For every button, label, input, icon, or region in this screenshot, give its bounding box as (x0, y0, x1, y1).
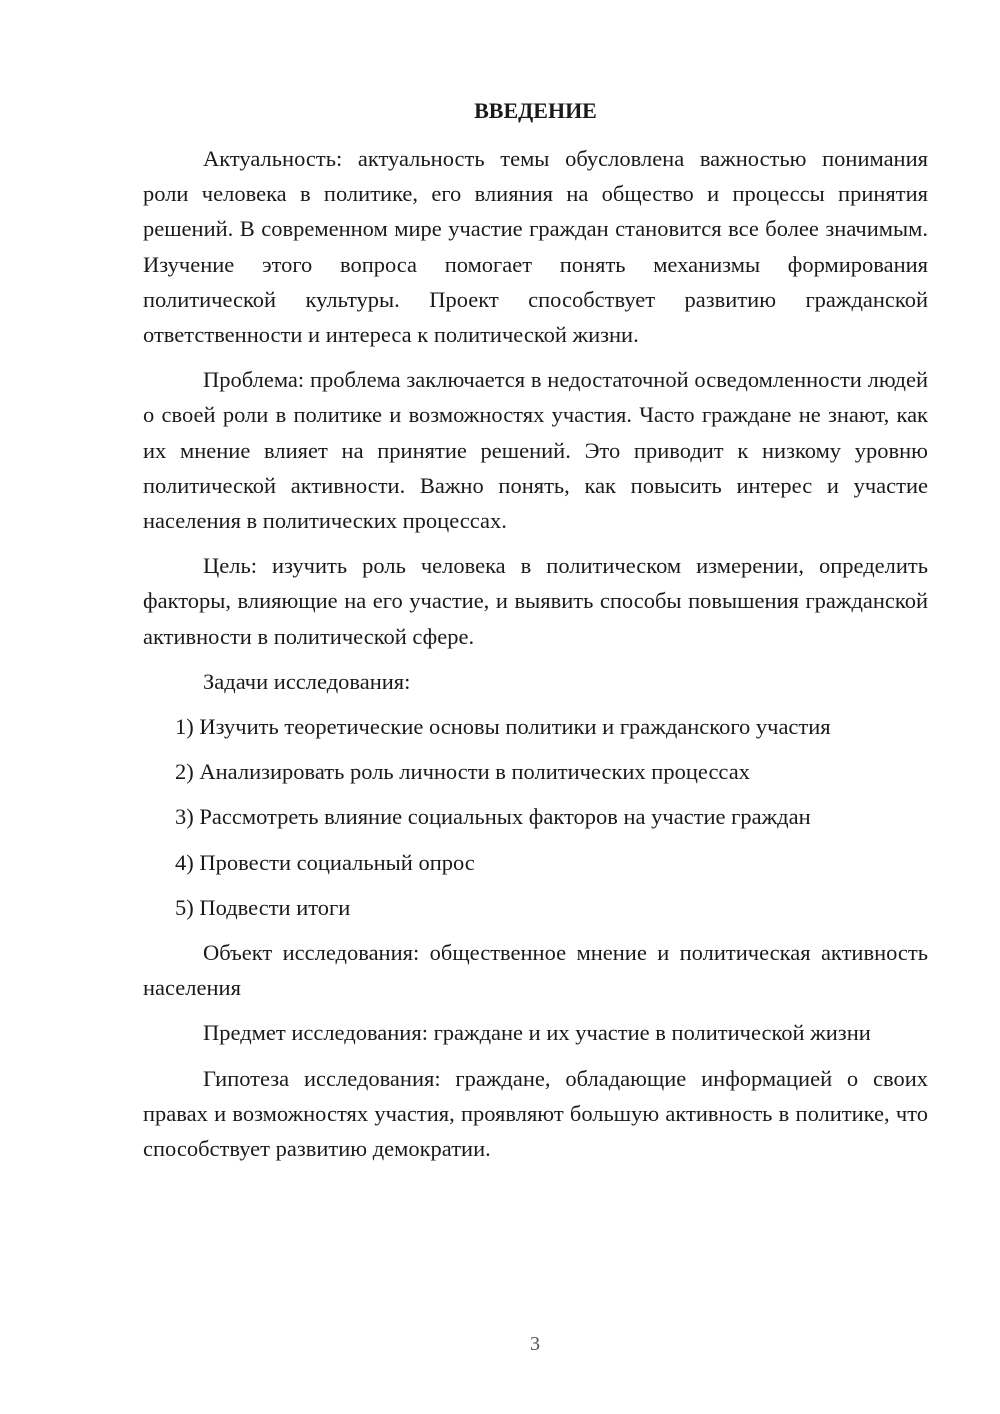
task-item-2: 2) Анализировать роль личности в политических процессах (175, 759, 750, 785)
relevance-paragraph: Актуальность: актуальность темы обусловлена важностью понимания роли человека в политике, его влияния на общество и процессы принятия решений. В современном мире участие граждан становится все более значимым. Изучение этого вопроса помогает понять механизмы формирования политической культуры. Проект способствует развитию гражданской ответственности и интереса к политической жизни. (143, 146, 928, 348)
task-item-5: 5) Подвести итоги (175, 894, 351, 920)
task-item-1: 1) Изучить теоретические основы политики и гражданского участия (175, 714, 831, 740)
subject-paragraph: Предмет исследования: граждане и их участие в политической жизни (203, 1020, 871, 1046)
problem-paragraph: Проблема: проблема заключается в недостаточной осведомленности людей о своей роли в политике и возможностях участия. Часто граждане не знают, как их мнение влияет на принятие решений. Это приводит к низкому уровню политической активности. Важно понять, как повысить интерес и участие населения в политических процессах. (143, 367, 928, 534)
hypothesis-paragraph: Гипотеза исследования: граждане, обладающие информацией о своих правах и возможностях участия, проявляют большую активность в политике, что способствует развитию демократии. (143, 1065, 928, 1162)
object-paragraph: Объект исследования: общественное мнение и политическая активность населения (143, 940, 928, 1001)
document-page (143, 95, 928, 1176)
page-title: ВВЕДЕНИЕ (474, 98, 597, 123)
tasks-list (143, 709, 928, 925)
tasks-heading: Задачи исследования: (203, 668, 411, 694)
goal-paragraph: Цель: изучить роль человека в политическом измерении, определить факторы, влияющие на его участие, и выявить способы повышения гражданской активности в политической сфере. (143, 553, 928, 649)
task-item-3: 3) Рассмотреть влияние социальных факторов на участие граждан (175, 804, 811, 830)
task-item-4: 4) Провести социальный опрос (175, 849, 475, 875)
page-number: 3 (530, 1333, 540, 1355)
